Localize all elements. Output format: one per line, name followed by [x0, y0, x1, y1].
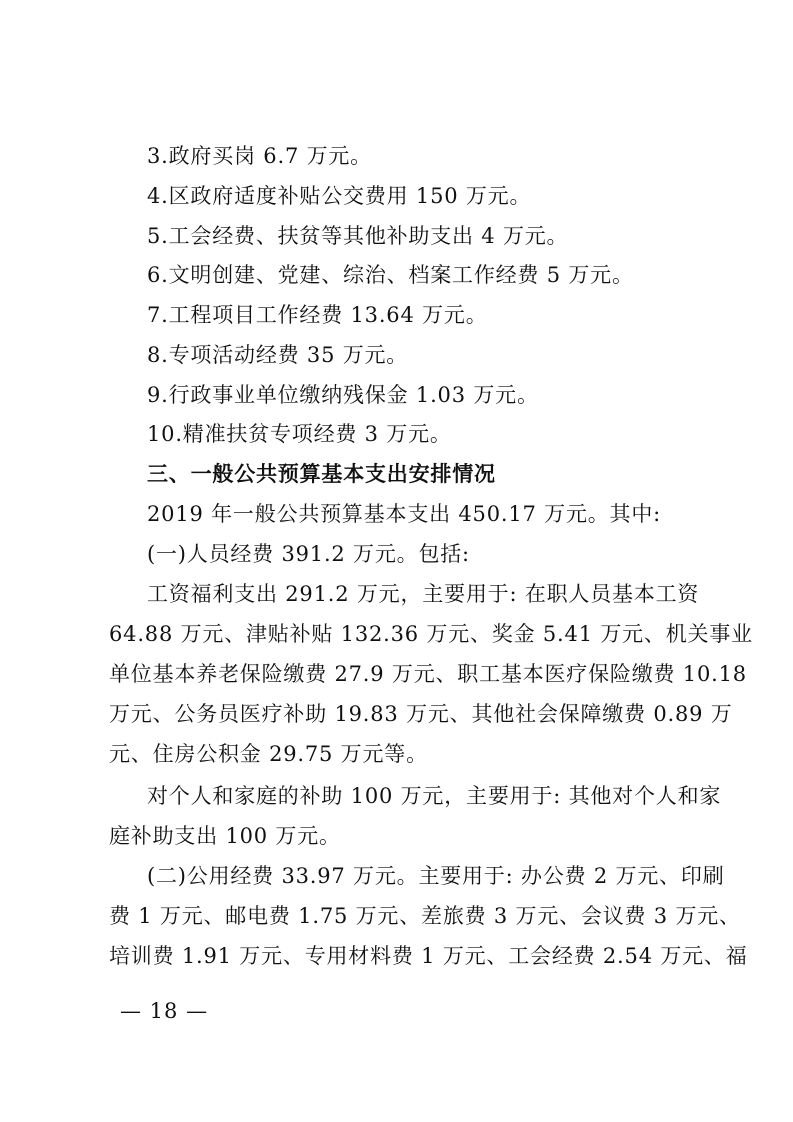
- page-number: — 18 —: [120, 999, 209, 1023]
- wages-line: 元、住房公积金 29.75 万元等。: [109, 742, 428, 766]
- public-expense-line: (二)公用经费 33.97 万元。主要用于: 办公费 2 万元、印刷: [147, 864, 725, 888]
- subsidy-line: 对个人和家庭的补助 100 万元，主要用于: 其他对个人和家: [147, 784, 722, 808]
- public-expense-line: 费 1 万元、邮电费 1.75 万元、差旅费 3 万元、会议费 3 万元、: [109, 904, 741, 928]
- wages-line: 万元、公务员医疗补助 19.83 万元、其他社会保障缴费 0.89 万: [109, 702, 733, 726]
- wages-line: 64.88 万元、津贴补贴 132.36 万元、奖金 5.41 万元、机关事业: [109, 622, 753, 646]
- list-item: 6.文明创建、党建、综治、档案工作经费 5 万元。: [147, 263, 634, 287]
- personnel-heading: (一)人员经费 391.2 万元。包括:: [147, 542, 470, 566]
- subsidy-line: 庭补助支出 100 万元。: [109, 824, 341, 848]
- list-item: 10.精准扶贫专项经费 3 万元。: [147, 422, 452, 446]
- list-item: 3.政府买岗 6.7 万元。: [147, 144, 372, 168]
- wages-line: 工资福利支出 291.2 万元，主要用于: 在职人员基本工资: [147, 582, 700, 606]
- public-expense-line: 培训费 1.91 万元、专用材料费 1 万元、工会经费 2.54 万元、福: [109, 944, 748, 968]
- summary-paragraph: 2019 年一般公共预算基本支出 450.17 万元。其中:: [147, 502, 662, 526]
- list-item: 7.工程项目工作经费 13.64 万元。: [147, 303, 488, 327]
- wages-line: 单位基本养老保险缴费 27.9 万元、职工基本医疗保险缴费 10.18: [109, 662, 747, 686]
- list-item: 4.区政府适度补贴公交费用 150 万元。: [147, 184, 532, 208]
- section-heading: 三、一般公共预算基本支出安排情况: [147, 462, 496, 486]
- list-item: 8.专项活动经费 35 万元。: [147, 343, 409, 367]
- list-item: 9.行政事业单位缴纳残保金 1.03 万元。: [147, 383, 539, 407]
- list-item: 5.工会经费、扶贫等其他补助支出 4 万元。: [147, 224, 569, 248]
